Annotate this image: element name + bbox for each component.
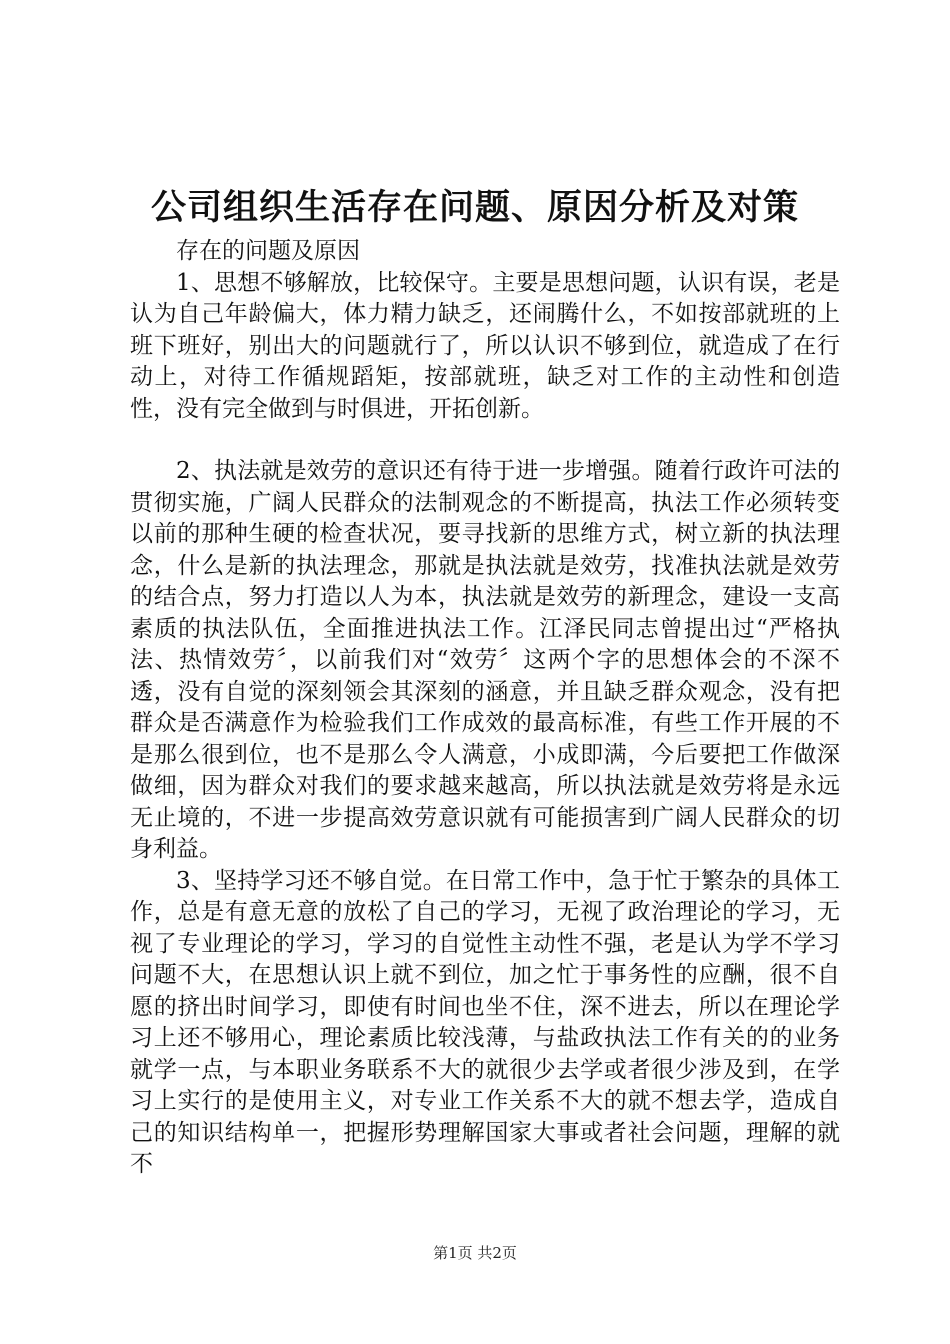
paragraph-1: 1、思想不够解放，比较保守。主要是思想问题，认识有误，老是认为自己年龄偏大，体力精力缺乏，还闹腾什么，不如按部就班的上班下班好，别出大的问题就行了，所以认识不够到位，就造成了在行动上，对待工作循规蹈矩，按部就班，缺乏对工作的主动性和创造性，没有完全做到与时俱进，开拓创新。 [130,269,840,422]
paragraph-2: 2、执法就是效劳的意识还有待于进一步增强。随着行政许可法的贯彻实施，广阔人民群众的法制观念的不断提高，执法工作必须转变以前的那种生硬的检查状况，要寻找新的思维方式，树立新的执法理念，什么是新的执法理念，那就是执法就是效劳，找准执法就是效劳的结合点，努力打造以人为本，执法就是效劳的新理念，建设一支高素质的执法队伍，全面推进执法工作。江泽民同志曾提出过“严格执法、热情效劳〞，以前我们对“效劳〞这两个字的思想体会的不深不透，没有自觉的深刻领会其深刻的涵意，并且缺乏群众观念，没有把群众是否满意作为检验我们工作成效的最高标准，有些工作开展的不是那么很到位，也不是那么令人满意，小成即满，今后要把工作做深做细，因为群众对我们的要求越来越高，所以执法就是效劳将是永远无止境的，不进一步提高效劳意识就有可能损害到广阔人民群众的切身利益。 [130,458,840,862]
document-title: 公司组织生活存在问题、原因分析及对策 [150,187,799,228]
document-body [130,236,840,1181]
page-footer: 第1页 共2页 [433,1244,517,1262]
paragraph-3: 3、坚持学习还不够自觉。在日常工作中，急于忙于繁杂的具体工作，总是有意无意的放松了自己的学习，无视了政治理论的学习，无视了专业理论的学习，学习的自觉性主动性不强，老是认为学不学习问题不大，在思想认识上就不到位，加之忙于事务性的应酬，很不自愿的挤出时间学习，即使有时间也坐不住，深不进去，所以在理论学习上还不够用心，理论素质比较浅薄，与盐政执法工作有关的的业务就学一点，与本职业务联系不大的就很少去学或者很少涉及到，在学习上实行的是使用主义，对专业工作关系不大的就不想去学，造成自己的知识结构单一，把握形势理解国家大事或者社会问题，理解的就不 [130,867,840,1177]
section-heading: 存在的问题及原因 [176,238,360,264]
